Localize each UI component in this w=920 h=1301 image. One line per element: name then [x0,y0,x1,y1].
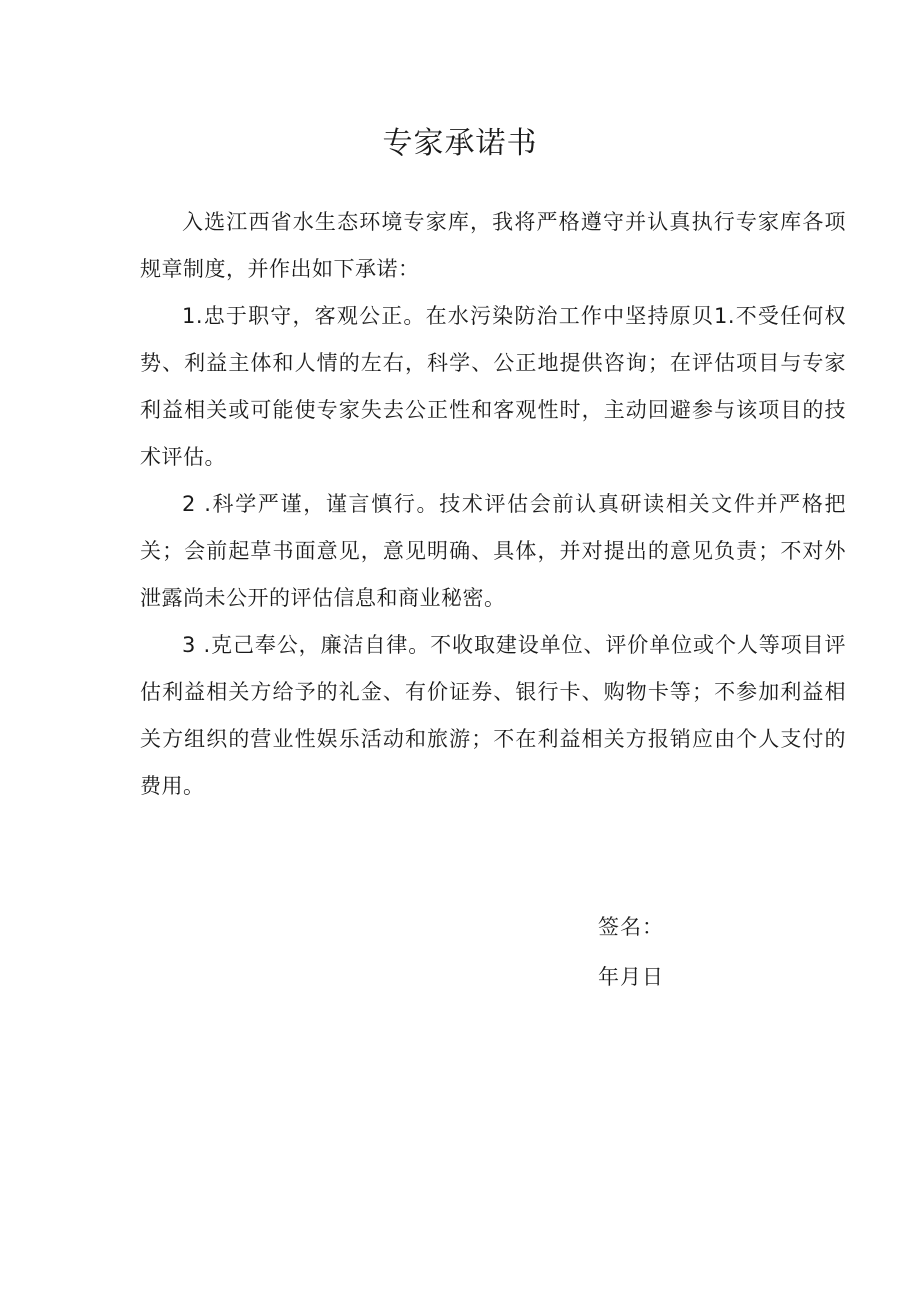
intro-paragraph: 入选江西省水生态环境专家库，我将严格遵守并认真执行专家库各项规章制度，并作出如下承诺： [140,210,846,281]
document-title: 专家承诺书 [382,126,538,161]
date-label: 年月日 [598,965,664,989]
signature-block [598,902,838,1002]
document-body [140,199,846,810]
commitment-paragraph-2: 2 .科学严谨，谨言慎行。技术评估会前认真研读相关文件并严格把关；会前起草书面意见，意见明确、具体，并对提出的意见负责；不对外泄露尚未公开的评估信息和商业秘密。 [140,492,846,610]
signature-label: 签名： [598,915,664,939]
commitment-paragraph-1: 1.忠于职守，客观公正。在水污染防治工作中坚持原贝1.不受任何权势、利益主体和人情的左右，科学、公正地提供咨询；在评估项目与专家利益相关或可能使专家失去公正性和客观性时，主动回避参与该项目的技术评估。 [140,304,846,469]
commitment-paragraph-3: 3 .克己奉公，廉洁自律。不收取建设单位、评价单位或个人等项目评估利益相关方给予的礼金、有价证券、银行卡、购物卡等；不参加利益相关方组织的营业性娱乐活动和旅游；不在利益相关方报销应由个人支付的费用。 [140,633,846,798]
